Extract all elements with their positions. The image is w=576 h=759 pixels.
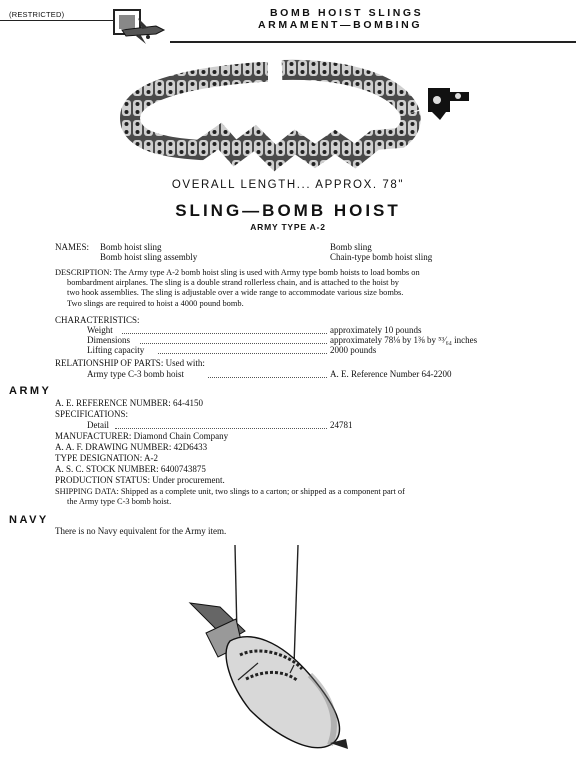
- item-subtitle: ARMY TYPE A-2: [250, 222, 326, 232]
- relationship-line: [55, 358, 205, 369]
- char-dimensions-name: Dimensions: [87, 335, 131, 345]
- army-detail-label: Detail: [87, 420, 109, 430]
- airplane-emblem-icon: [108, 6, 170, 46]
- army-heading: ARMY: [9, 385, 52, 397]
- relationship-label: RELATIONSHIP OF PARTS:: [55, 358, 164, 368]
- names-left-2: Bomb hoist sling assembly: [100, 252, 198, 262]
- char-lifting-name: Lifting capacity: [87, 345, 145, 355]
- names-label: NAMES:: [55, 242, 90, 252]
- navy-heading: NAVY: [9, 514, 49, 526]
- army-manufacturer: MANUFACTURER: Diamond Chain Company: [55, 431, 229, 441]
- army-detail-value: 24781: [330, 420, 353, 430]
- army-ae-reference: A. E. REFERENCE NUMBER: 64-4150: [55, 398, 204, 408]
- characteristics-label: CHARACTERISTICS:: [55, 315, 140, 325]
- char-weight-value: approximately 10 pounds: [330, 325, 422, 335]
- description: [55, 268, 545, 309]
- names-right-1: Bomb sling: [330, 242, 372, 252]
- description-line-1: The Army type A-2 bomb hoist sling is used with Army type bomb hoists to load bombs on: [113, 268, 420, 277]
- army-specifications: SPECIFICATIONS:: [55, 409, 129, 419]
- header-title-line1: BOMB HOIST SLINGS: [270, 7, 424, 19]
- header-rule-left: [0, 20, 118, 21]
- army-shipping-line-2: the Army type C-3 bomb hoist.: [67, 497, 172, 507]
- army-production-status: PRODUCTION STATUS: Under procurement.: [55, 475, 225, 485]
- header-title-line2: ARMAMENT—BOMBING: [258, 19, 423, 31]
- char-dimensions-value: approximately 78⅛ by 1⅜ by ⁵³⁄₆₄ inches: [330, 335, 478, 345]
- relationship-leader: [208, 377, 327, 378]
- army-shipping-line-1: SHIPPING DATA: Shipped as a complete unit, two slings to a carton; or shipped as a component part of: [55, 487, 405, 496]
- char-dimensions-leader: [140, 343, 327, 344]
- relationship-part-ref: A. E. Reference Number 64-2200: [330, 369, 452, 379]
- names-left-1: Bomb hoist sling: [100, 242, 162, 252]
- char-weight-name: Weight: [87, 325, 113, 335]
- char-lifting-leader: [158, 353, 327, 354]
- overall-length-caption: OVERALL LENGTH... APPROX. 78": [171, 179, 405, 191]
- header-rule-right: [170, 41, 576, 43]
- army-type-designation: TYPE DESIGNATION: A-2: [55, 453, 158, 463]
- army-detail-leader: [115, 428, 327, 429]
- char-lifting-value: 2000 pounds: [330, 345, 377, 355]
- restricted-marking: (RESTRICTED): [9, 10, 65, 19]
- names-right-2: Chain-type bomb hoist sling: [330, 252, 433, 262]
- army-drawing-number: A. A. F. DRAWING NUMBER: 42D6433: [55, 442, 208, 452]
- relationship-used-with: Used with:: [165, 358, 205, 368]
- navy-text: There is no Navy equivalent for the Army item.: [55, 526, 227, 536]
- description-label: DESCRIPTION:: [55, 268, 112, 277]
- hook-assembly-icon: [428, 88, 469, 120]
- army-stock-number: A. S. C. STOCK NUMBER: 6400743875: [55, 464, 206, 474]
- description-line-2: bombardment airplanes. The sling is a double strand rollerless chain, and is attached to the hoist by: [67, 278, 399, 288]
- description-line-4: Two slings are required to hoist a 4000 pound bomb.: [67, 298, 244, 308]
- char-weight-leader: [122, 333, 327, 334]
- chain-sling-illustration: [110, 58, 475, 173]
- relationship-part-name: Army type C-3 bomb hoist: [87, 369, 184, 379]
- item-title: SLING—BOMB HOIST: [175, 201, 401, 220]
- bomb-in-sling-illustration: [170, 545, 390, 757]
- army-shipping-data: [55, 487, 555, 507]
- description-line-3: two hook assemblies. The sling is adjustable over a wide range to accommodate various size bombs.: [67, 288, 404, 298]
